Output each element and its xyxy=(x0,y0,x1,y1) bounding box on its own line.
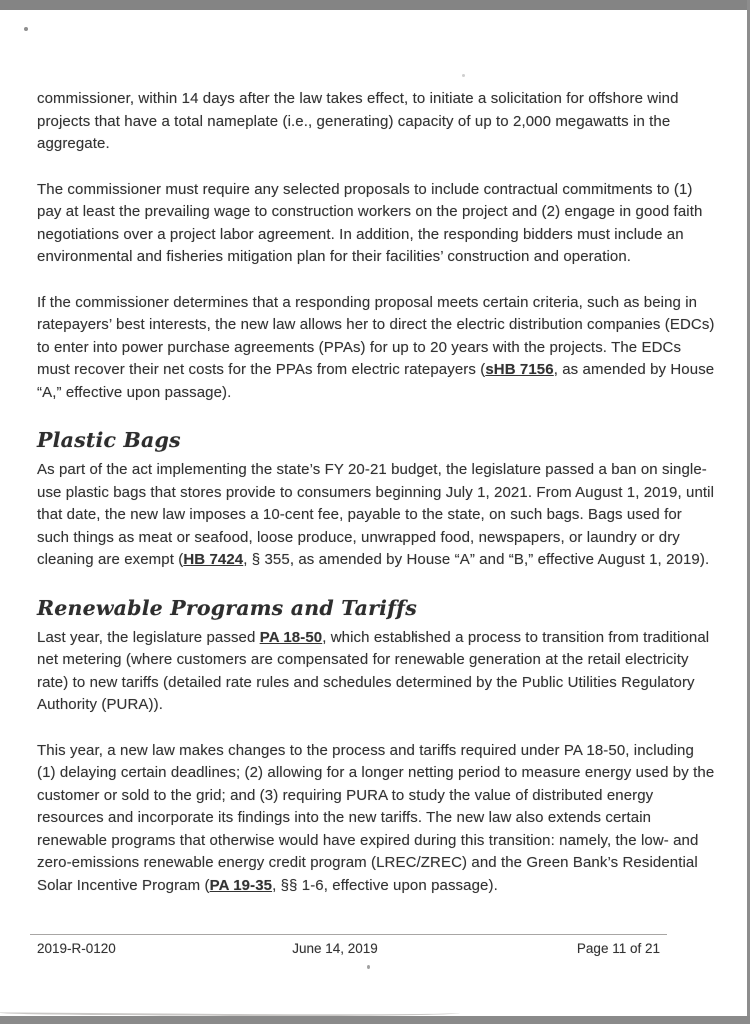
scan-artifact xyxy=(367,965,370,969)
footer-page-number: Page 11 of 21 xyxy=(576,941,660,956)
bill-link-shb-7156[interactable]: sHB 7156 xyxy=(485,361,554,378)
paragraph-plastic-bags xyxy=(37,459,716,572)
paragraph-text: If the commissioner determines that a responding proposal meets certain criteria, such as being in ratepayers’ best interests, the new law allows her to direct the electric distribution companies (EDCs) to enter into power purchase agreements (PPAs) for up to 20 years with the projects. The EDCs must recover their net costs for the PPAs from electric ratepayers ( xyxy=(37,293,715,378)
paragraph-text: , as amended by House “A,” effective upon passage). xyxy=(37,361,715,401)
bill-link-pa-19-35[interactable]: PA 19-35 xyxy=(209,876,273,894)
paragraph-text: , which established a process to transition from traditional net metering (where customers are compensated for renewable generation at the retail electricity rate) to new tariffs (detailed rate rules and schedules determined by the Public Utilities Regulatory Authority (PURA)). xyxy=(37,628,710,713)
paragraph-offshore-wind-continued xyxy=(37,88,716,156)
paragraph-text: As part of the act implementing the state’s FY 20-21 budget, the legislature passed a ban on single-use plastic bags that stores provide to consumers beginning July 1, 2021. From August 1, 2019, until that date, the new law imposes a 10-cent fee, payable to the state, on such bags. Bags used for such things as meat or seafood, loose produce, unwrapped food, newspapers, or laundry or dry cleaning are exempt ( xyxy=(37,461,715,568)
section-heading-renewable-programs: Renewable Programs and Tariffs xyxy=(37,595,417,620)
footer-date: June 14, 2019 xyxy=(292,941,378,956)
scanner-edge-top xyxy=(0,0,750,10)
scanner-edge-bottom xyxy=(0,1016,750,1024)
paragraph-commissioner-requirements xyxy=(37,179,716,269)
bill-link-pa-18-50[interactable]: PA 18-50 xyxy=(259,628,323,646)
section-heading-plastic-bags: Plastic Bags xyxy=(37,428,181,452)
paragraph-text: Last year, the legislature passed xyxy=(37,628,260,646)
paragraph-text: The commissioner must require any selected proposals to include contractual commitments to (1) pay at least the prevailing wage to construction workers on the project and (2) engage in good faith negotiations over a project labor agreement. In addition, the responding bidders must include an environmental and fisheries mitigation plan for their facilities’ construction and operation. xyxy=(37,180,703,265)
paragraph-ppa-agreements xyxy=(37,292,716,405)
paragraph-text: , §§ 1-6, effective upon passage). xyxy=(272,876,498,894)
footer-divider xyxy=(30,934,667,935)
footer-doc-number: 2019-R-0120 xyxy=(37,941,116,956)
scan-artifact xyxy=(462,74,465,77)
scan-artifact xyxy=(24,27,28,31)
bill-link-hb-7424[interactable]: HB 7424 xyxy=(183,551,244,568)
paragraph-text: , § 355, as amended by House “A” and “B,” effective August 1, 2019). xyxy=(243,551,710,568)
paragraph-text: This year, a new law makes changes to the process and tariffs required under PA 18-50, including (1) delaying certain deadlines; (2) allowing for a longer netting period to measure energy used by the customer or sold to the grid; and (3) requiring PURA to study the value of distributed energy resources and incorporate its findings into the new tariffs. The new law also extends certain renewable programs that otherwise would have expired during this transition: namely, the low- and zero-emissions renewable energy credit program (LREC/ZREC) and the Green Bank’s Residential Solar Incentive Program ( xyxy=(37,741,715,894)
paragraph-tariff-changes xyxy=(37,740,716,898)
document-body xyxy=(37,88,716,920)
paragraph-text: commissioner, within 14 days after the law takes effect, to initiate a solicitation for offshore wind projects that have a total nameplate (i.e., generating) capacity of up to 2,000 megawatts in the aggregate. xyxy=(37,90,679,152)
paragraph-net-metering xyxy=(37,627,716,717)
